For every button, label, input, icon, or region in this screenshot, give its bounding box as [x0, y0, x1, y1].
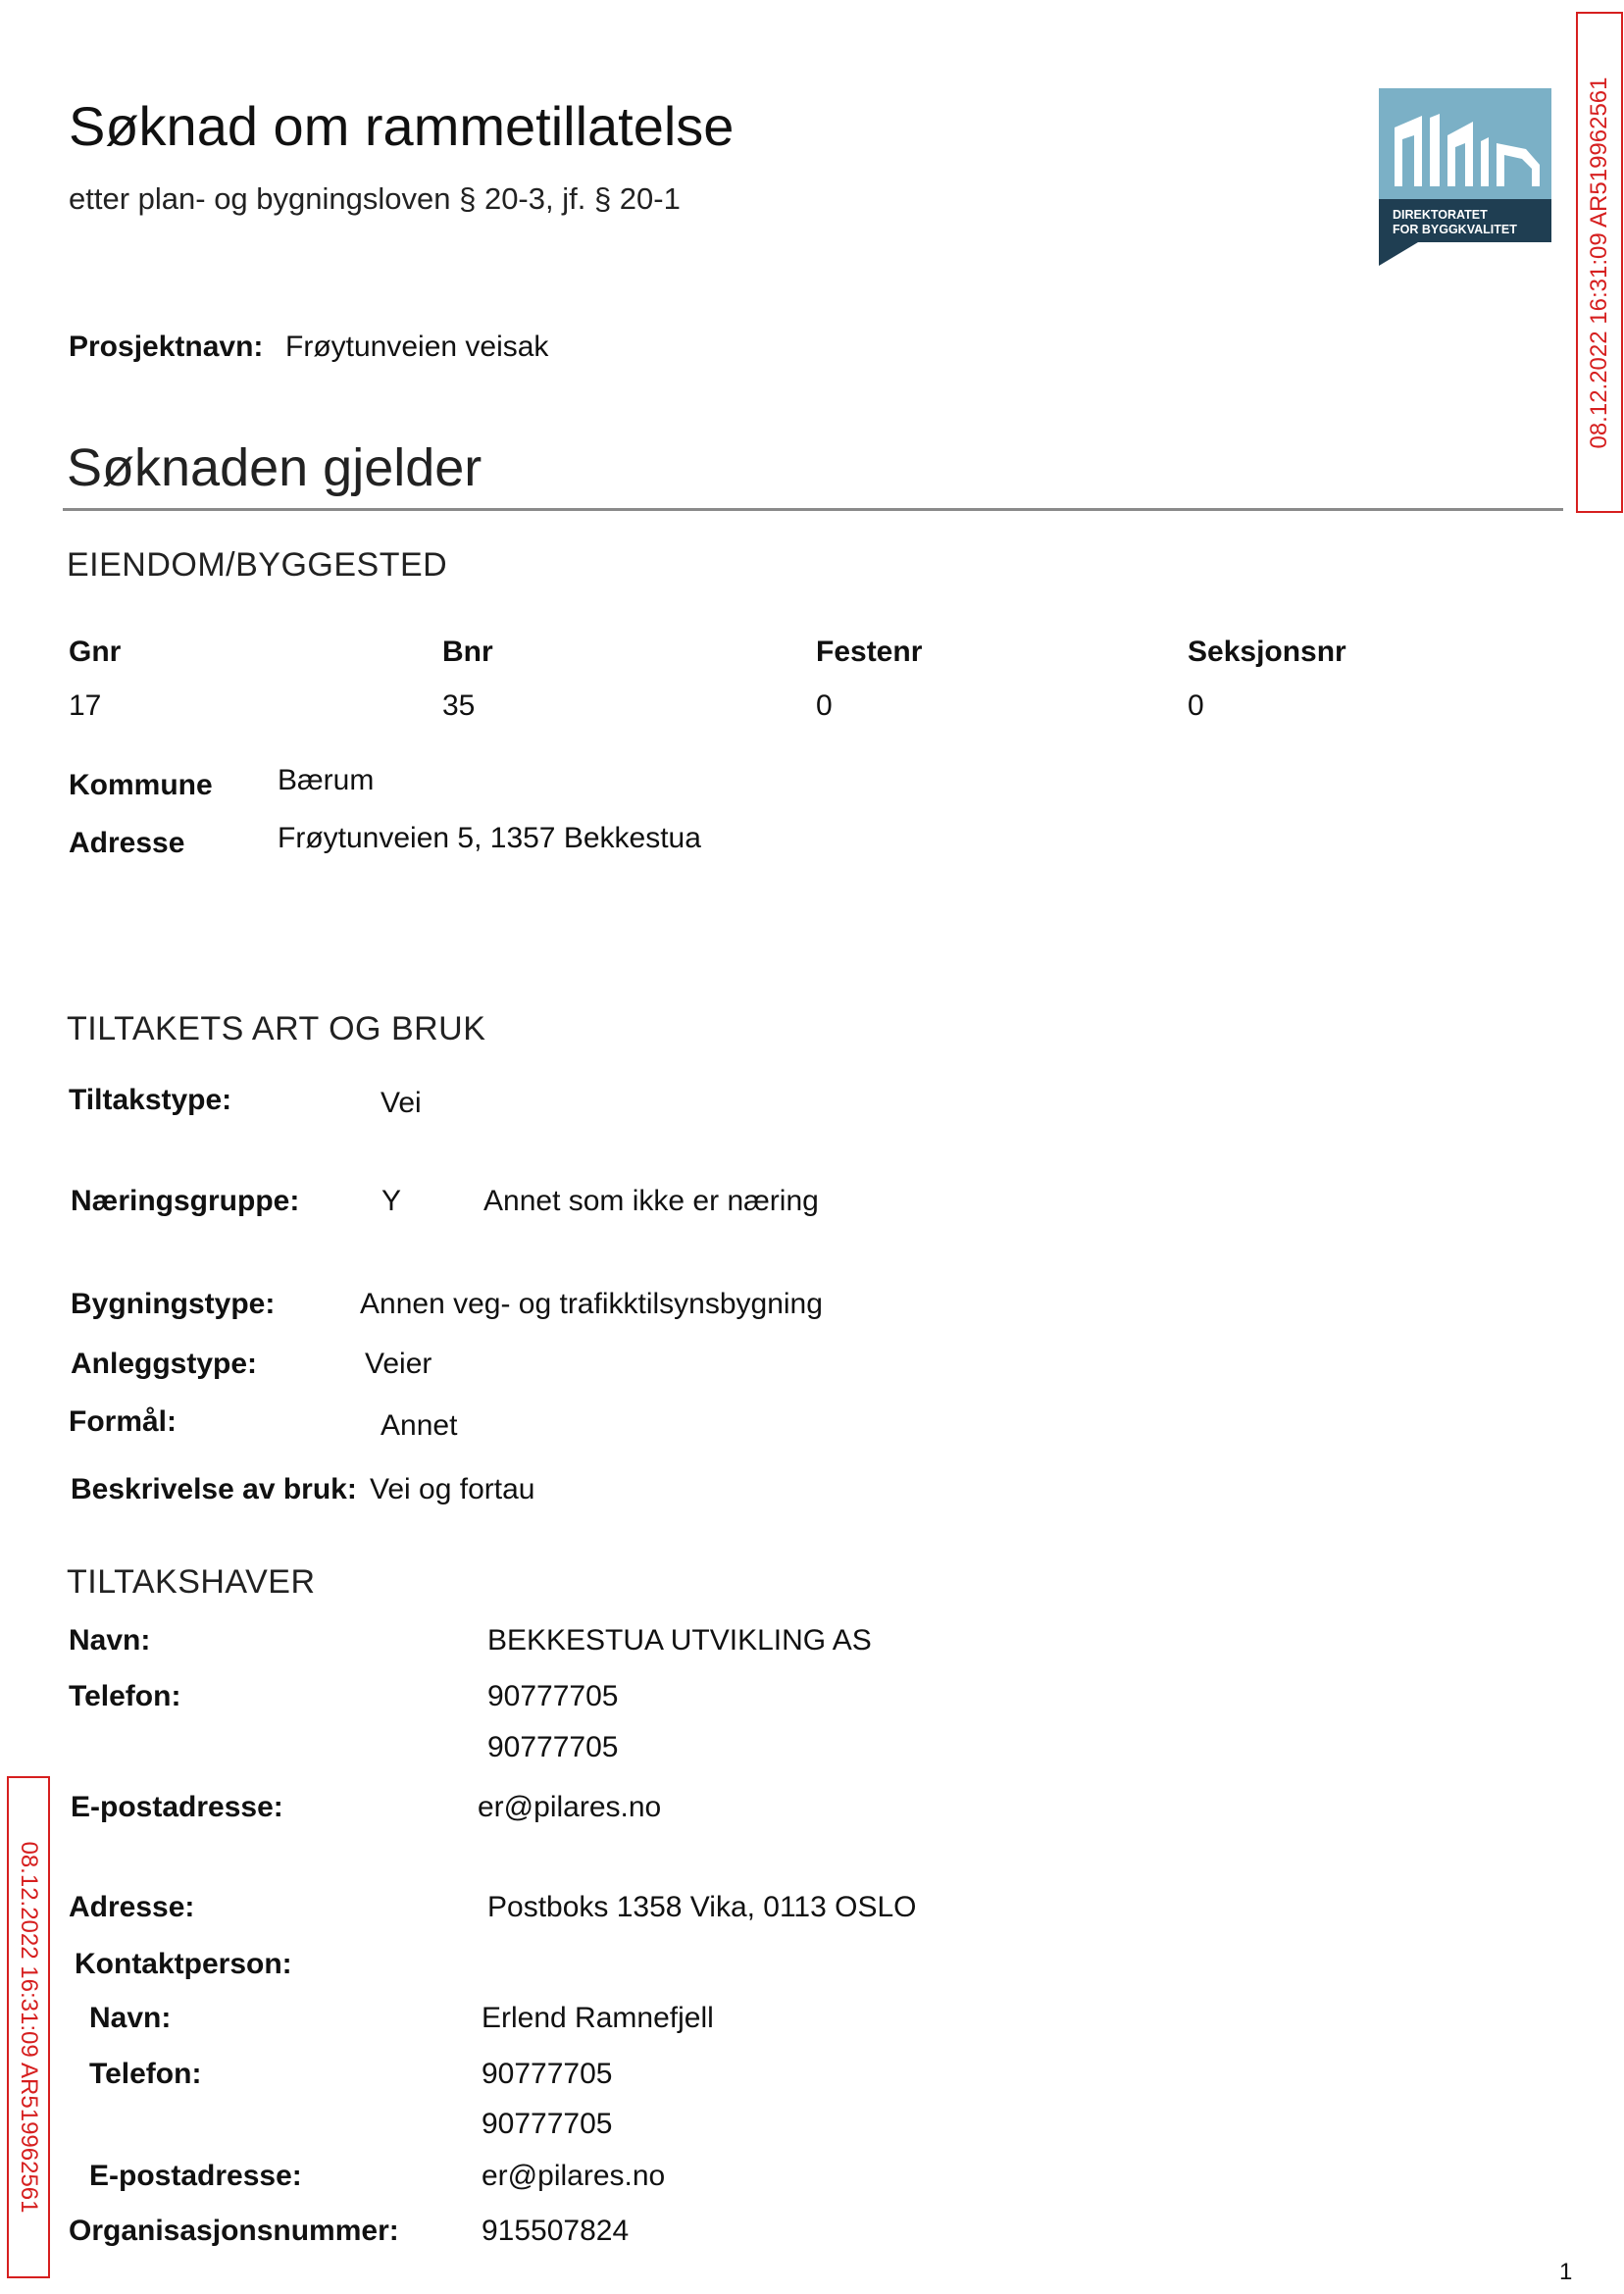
kontakt-epost-label: E-postadresse: — [89, 2160, 302, 2192]
date-stamp-left — [7, 1776, 50, 2278]
tiltakshaver-telefon-value-2: 90777705 — [487, 1731, 619, 1763]
logo-text — [1393, 208, 1517, 237]
logo-text-line2: FOR BYGGKVALITET — [1393, 223, 1517, 236]
kontaktperson-label: Kontaktperson: — [75, 1948, 292, 1980]
logo-building-graphic — [1379, 88, 1551, 199]
kommune-value: Bærum — [278, 764, 375, 796]
kontakt-navn-value: Erlend Ramnefjell — [482, 2002, 714, 2034]
page-number: 1 — [1559, 2259, 1573, 2285]
gnr-label: Gnr — [69, 636, 122, 668]
dibk-logo — [1379, 88, 1551, 275]
tiltakshaver-epost-value: er@pilares.no — [478, 1791, 662, 1823]
tiltakshaver-telefon-label: Telefon: — [69, 1680, 181, 1712]
formal-label: Formål: — [69, 1405, 178, 1438]
project-name-value: Frøytunveien veisak — [285, 331, 549, 363]
tiltakstype-label: Tiltakstype: — [69, 1084, 232, 1116]
bygningstype-label: Bygningstype: — [71, 1288, 276, 1320]
tiltakshaver-adresse-value: Postboks 1358 Vika, 0113 OSLO — [487, 1891, 917, 1923]
logo-tab — [1379, 242, 1418, 266]
kontakt-telefon-value-1: 90777705 — [482, 2058, 613, 2090]
property-heading: EIENDOM/BYGGESTED — [67, 546, 448, 584]
anleggstype-label: Anleggstype: — [71, 1348, 258, 1380]
festenr-label: Festenr — [816, 636, 923, 668]
kontakt-telefon-value-2: 90777705 — [482, 2108, 613, 2140]
document-subtitle: etter plan- og bygningsloven § 20-3, jf. § 20-1 — [69, 181, 681, 216]
orgnr-value: 915507824 — [482, 2215, 630, 2247]
kontakt-telefon-label: Telefon: — [89, 2058, 202, 2090]
adresse-value: Frøytunveien 5, 1357 Bekkestua — [278, 822, 701, 854]
gnr-value: 17 — [69, 689, 102, 722]
kontakt-navn-label: Navn: — [89, 2002, 172, 2034]
tiltakshaver-epost-label: E-postadresse: — [71, 1791, 283, 1823]
bnr-value: 35 — [442, 689, 476, 722]
beskrivelse-value: Vei og fortau — [370, 1473, 535, 1505]
tiltakshaver-heading: TILTAKSHAVER — [67, 1563, 316, 1601]
beskrivelse-label: Beskrivelse av bruk: — [71, 1473, 357, 1505]
seksjonsnr-label: Seksjonsnr — [1188, 636, 1346, 668]
adresse-label: Adresse — [69, 827, 185, 859]
tiltakshaver-telefon-value-1: 90777705 — [487, 1680, 619, 1712]
naeringsgruppe-label: Næringsgruppe: — [71, 1185, 300, 1217]
section-divider — [63, 508, 1563, 511]
festenr-value: 0 — [816, 689, 833, 722]
naeringsgruppe-value: Annet som ikke er næring — [483, 1185, 819, 1217]
bygningstype-value: Annen veg- og trafikktilsynsbygning — [360, 1288, 823, 1320]
tiltakshaver-navn-label: Navn: — [69, 1624, 151, 1657]
section-heading: Søknaden gjelder — [67, 438, 482, 497]
stamp-text: 08.12.2022 16:31:09 AR519962561 — [1586, 76, 1612, 449]
tiltak-heading: TILTAKETS ART OG BRUK — [67, 1010, 486, 1047]
tiltakstype-value: Vei — [381, 1087, 422, 1119]
tiltakshaver-adresse-label: Adresse: — [69, 1891, 195, 1923]
tiltakshaver-navn-value: BEKKESTUA UTVIKLING AS — [487, 1624, 872, 1657]
logo-text-line1: DIREKTORATET — [1393, 208, 1488, 222]
kommune-label: Kommune — [69, 769, 213, 801]
anleggstype-value: Veier — [365, 1348, 432, 1380]
orgnr-label: Organisasjonsnummer: — [69, 2215, 399, 2247]
date-stamp-right — [1576, 12, 1623, 513]
kontakt-epost-value: er@pilares.no — [482, 2160, 666, 2192]
formal-value: Annet — [381, 1409, 458, 1442]
stamp-text: 08.12.2022 16:31:09 AR519962561 — [16, 1841, 42, 2214]
bnr-label: Bnr — [442, 636, 493, 668]
project-name-label: Prosjektnavn: — [69, 331, 264, 363]
naeringsgruppe-code: Y — [381, 1185, 402, 1217]
document-title: Søknad om rammetillatelse — [69, 95, 735, 157]
seksjonsnr-value: 0 — [1188, 689, 1204, 722]
